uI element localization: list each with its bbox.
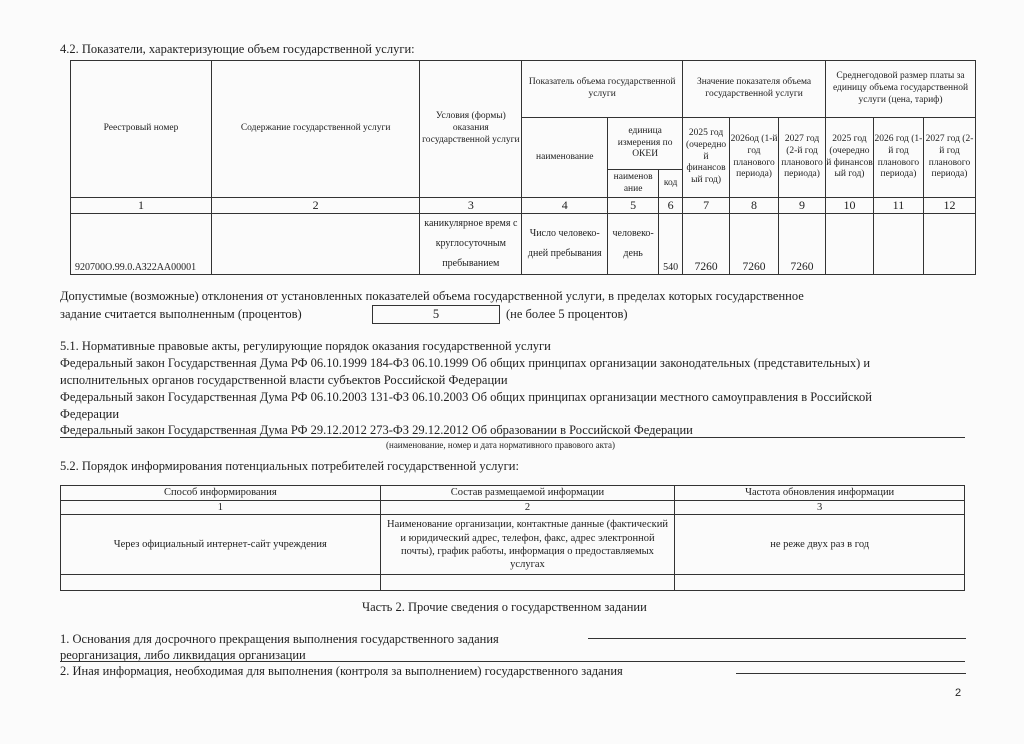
header-registry: Реестровый номер: [71, 61, 212, 198]
row-info-content: Наименование организации, контактные данные (фактический и юридический адрес, телефон, факс, адрес электронной почты), график работы, информация о предоставляемых услугах: [380, 515, 675, 575]
row-v2027: 7260: [779, 214, 826, 275]
item-1-underline: [60, 661, 965, 662]
act-caption: (наименование, номер и дата нормативного правового акта): [386, 440, 615, 450]
act-2-line2: Федерации: [60, 407, 120, 421]
col-number: 10: [826, 198, 874, 214]
row-v2026: 7260: [730, 214, 779, 275]
header-unit-code: код: [659, 170, 683, 198]
row-conditions: каникулярное время с круглосуточным пребыванием: [420, 214, 522, 275]
col-number: 2: [380, 501, 675, 515]
header-f2025: 2025 год (очередно й финансов ый год): [826, 118, 874, 198]
header-conditions: Условия (формы) оказания государственной услуги: [420, 61, 522, 198]
item-1-blank-line: [588, 638, 966, 639]
col-number: 5: [608, 198, 659, 214]
act-1-line2: исполнительных органов государственной власти субъектов Российской Федерации: [60, 373, 508, 387]
row-f2025: [826, 214, 874, 275]
act-1-line1: Федеральный закон Государственная Дума РФ 06.10.1999 184-ФЗ 06.10.1999 Об общих принципах организации законодательных (представительных) и: [60, 356, 871, 370]
row-frequency: не реже двух раз в год: [675, 515, 965, 575]
informing-table: [60, 485, 965, 591]
part-2-item-2: 2. Иная информация, необходимая для выполнения (контроля за выполнением) государственного задания: [60, 664, 623, 678]
row-f2027: [923, 214, 975, 275]
col-number: 12: [923, 198, 975, 214]
col-number: 3: [675, 501, 965, 515]
header-info-content: Состав размещаемой информации: [380, 486, 675, 501]
row-content: [211, 214, 419, 275]
header-v2025: 2025 год (очередно й финансов ый год): [683, 118, 730, 198]
header-frequency: Частота обновления информации: [675, 486, 965, 501]
part-2-item-1-value: реорганизация, либо ликвидация организации: [60, 648, 306, 662]
col-number: 2: [211, 198, 419, 214]
part-2-title: Часть 2. Прочие сведения о государственном задании: [362, 600, 647, 614]
row-unit-code: 540: [659, 214, 683, 275]
empty-cell: [675, 575, 965, 591]
header-v2027: 2027 год (2-й год планового периода): [779, 118, 826, 198]
col-number: 6: [659, 198, 683, 214]
col-number: 3: [420, 198, 522, 214]
col-number: 11: [873, 198, 923, 214]
row-registry: 920700О.99.0.АЗ22АА00001: [71, 214, 212, 275]
col-number: 8: [730, 198, 779, 214]
header-indicator-group: Показатель объема государственной услуги: [522, 61, 683, 118]
empty-cell: [61, 575, 381, 591]
header-fee-group: Среднегодовой размер платы за единицу объема государственной услуги (цена, тариф): [826, 61, 976, 118]
header-f2027: 2027 год (2-й год планового периода): [923, 118, 975, 198]
header-unit-name: наименов ание: [608, 170, 659, 198]
header-value-group: Значение показателя объема государственной услуги: [683, 61, 826, 118]
deviation-text-line1: Допустимые (возможные) отклонения от установленных показателей объема государственной услуги, в пределах которых государственное: [60, 289, 804, 303]
deviation-text-line2: задание считается выполненным (процентов): [60, 307, 302, 321]
section-5-1-title: 5.1. Нормативные правовые акты, регулирующие порядок оказания государственной услуги: [60, 339, 551, 353]
deviation-value-box: 5: [372, 305, 500, 324]
part-2-item-1: 1. Основания для досрочного прекращения выполнения государственного задания: [60, 632, 499, 646]
section-4-2-title: 4.2. Показатели, характеризующие объем государственной услуги:: [60, 42, 415, 56]
header-f2026: 2026 год (1-й год планового периода): [873, 118, 923, 198]
col-number: 1: [61, 501, 381, 515]
col-number: 7: [683, 198, 730, 214]
empty-cell: [380, 575, 675, 591]
col-number: 4: [522, 198, 608, 214]
row-f2026: [873, 214, 923, 275]
act-underline: [60, 437, 965, 438]
act-2-line1: Федеральный закон Государственная Дума РФ 06.10.2003 131-ФЗ 06.10.2003 Об общих принципах организации местного самоуправления в Российской: [60, 390, 872, 404]
deviation-note: (не более 5 процентов): [506, 307, 628, 321]
header-name: наименование: [522, 118, 608, 198]
item-2-blank-line: [736, 673, 966, 674]
row-unit-name: человеко-день: [608, 214, 659, 275]
col-number: 9: [779, 198, 826, 214]
header-content: Содержание государственной услуги: [211, 61, 419, 198]
header-v2026: 2026од (1-й год планового периода): [730, 118, 779, 198]
header-unit: единица измерения по ОКЕИ: [608, 118, 683, 170]
section-5-2-title: 5.2. Порядок информирования потенциальных потребителей государственной услуги:: [60, 459, 519, 473]
page-number: 2: [955, 687, 962, 699]
header-method: Способ информирования: [61, 486, 381, 501]
row-method: Через официальный интернет-сайт учреждения: [61, 515, 381, 575]
act-3: Федеральный закон Государственная Дума РФ 29.12.2012 273-ФЗ 29.12.2012 Об образовании в Российской Федерации: [60, 423, 693, 437]
row-name: Число человеко-дней пребывания: [522, 214, 608, 275]
col-number: 1: [71, 198, 212, 214]
volume-indicators-table: [70, 60, 976, 275]
row-v2025: 7260: [683, 214, 730, 275]
